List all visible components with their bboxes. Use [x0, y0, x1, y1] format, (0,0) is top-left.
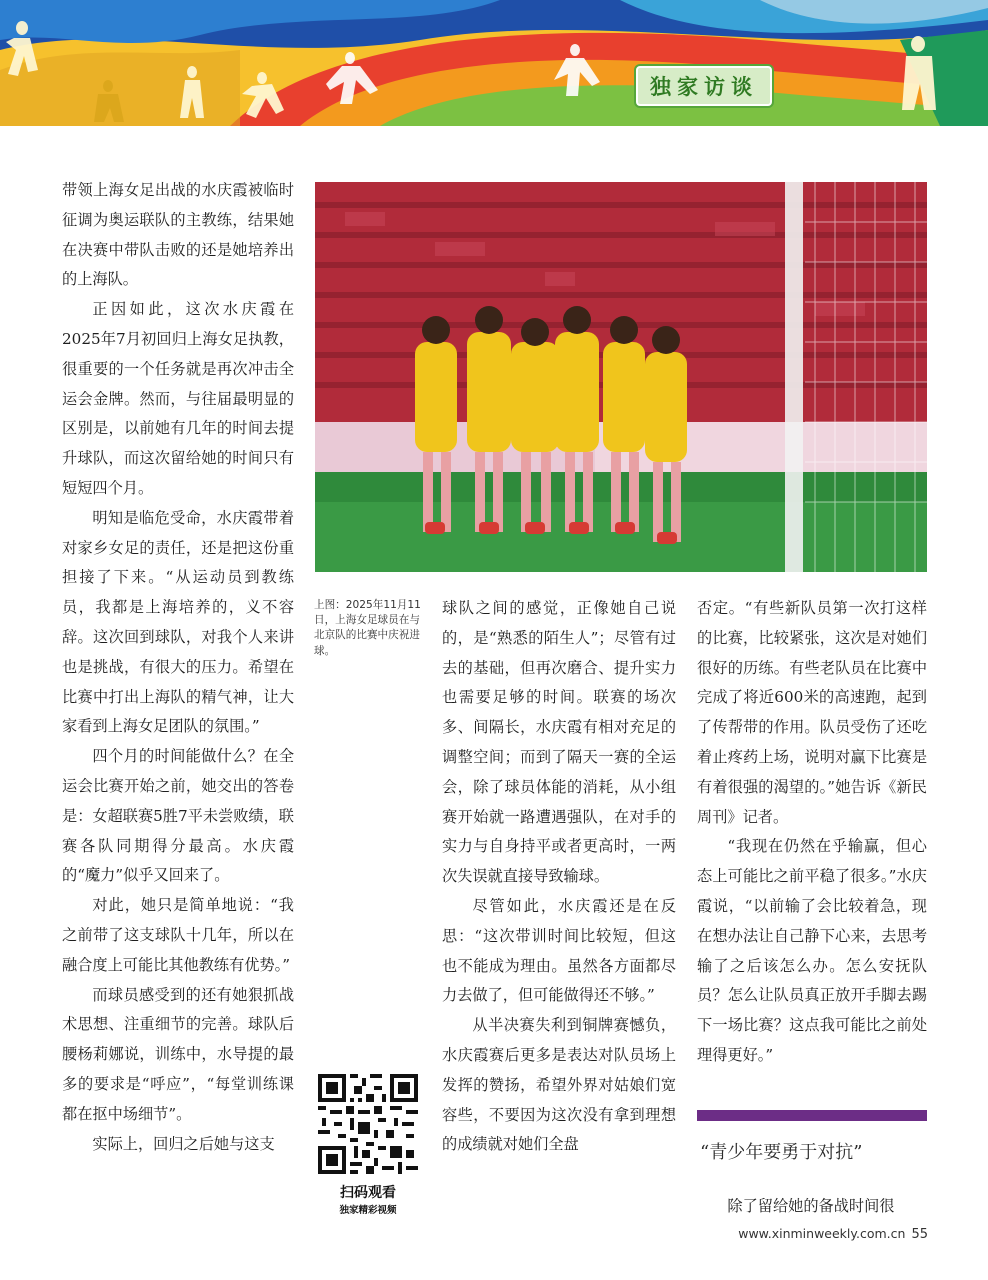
- page-number: 55: [911, 1227, 928, 1242]
- photo-image: [315, 182, 927, 572]
- paragraph: 尽管如此，水庆霞还是在反思：“这次带训时间比较短，但这也不能成为理由。虽然各方面都尽力去做了，但可能做得还不够。”: [442, 896, 676, 1005]
- paragraph: 实际上，回归之后她与这支: [92, 1134, 275, 1153]
- page-footer: [706, 1226, 928, 1242]
- paragraph: 而球员感受到的还有她狠抓战术思想、注重细节的完善。球队后腰杨莉娜说，训练中，水导提的最多的要求是“呼应”，“每堂训练课都在抠中场细节”。: [62, 985, 294, 1123]
- qr-title: 扫码观看: [340, 1185, 396, 1201]
- article-column-1: [62, 176, 294, 1159]
- paragraph: 对此，她只是简单地说：“我之前带了这支球队十几年，所以在融合度上可能比其他教练有优势。”: [62, 896, 294, 974]
- qr-code-image: [318, 1074, 418, 1174]
- section-tag-label: 独家访谈: [650, 75, 758, 99]
- celebration-photo: [315, 182, 927, 572]
- article-column-4-continued: [697, 1192, 927, 1222]
- qr-subtitle: 独家精彩视频: [339, 1205, 397, 1216]
- article-column-4: [697, 594, 927, 1071]
- paragraph: “我现在仍然在乎输赢，但心态上可能比之前平稳了很多。”水庆霞说，“以前输了会比较着急，现在想办法让自己静下心来，去思考输了之后该怎么办。怎么安抚队员？怎么让队员真正放开手脚去踢下一场比赛？这点我可能比之前处理得更好。”: [697, 837, 927, 1064]
- banner-artwork: [0, 0, 988, 126]
- qr-code[interactable]: [318, 1074, 418, 1174]
- paragraph: 球队之间的感觉，正像她自己说的，是“熟悉的陌生人”；尽管有过去的基础，但再次磨合、提升实力也需要足够的时间。联赛的场次多、间隔长，水庆霞有相对充足的调整空间；而到了隔天一赛的全运会，除了球员体能的消耗，从小组赛开始就一路遭遇强队，在对手的实力与自身持平或者更高时，一两次失误就直接导致输球。: [442, 599, 676, 886]
- paragraph: 正因如此，这次水庆霞在2025年7月初回归上海女足执教，很重要的一个任务就是再次冲击全运会金牌。然而，与往届最明显的区别是，以前她有几年的时间去提升球队，而这次留给她的时间只有短短四个月。: [62, 300, 294, 497]
- website-url[interactable]: www.xinminweekly.com.cn: [738, 1226, 906, 1241]
- photo-caption: 上图：2025年11月11日，上海女足球员在与北京队的比赛中庆祝进球。: [314, 599, 421, 657]
- section-tag: [636, 66, 772, 106]
- paragraph: 四个月的时间能做什么？在全运会比赛开始之前，她交出的答卷是：女超联赛5胜7平未尝败绩，联赛各队同期得分最高。水庆霞的“魔力”似乎又回来了。: [62, 747, 294, 885]
- paragraph: 从半决赛失利到铜牌赛憾负，水庆霞赛后更多是表达对队员场上发挥的赞扬，希望外界对姑娘们宽容些，不要因为这次没有拿到理想的成绩就对她们全盘: [442, 1016, 676, 1154]
- subheading-bar: [697, 1110, 927, 1121]
- subheading: “青少年要勇于对抗”: [700, 1142, 863, 1163]
- paragraph: 否定。“有些新队员第一次打这样的比赛，比较紧张，这次是对她们很好的历练。有些老队员在比赛中完成了将近600米的高速跑，起到了传帮带的作用。队员受伤了还吃着止疼药上场，说明对赢下比赛是有着很强的渴望的。”她告诉《新民周刊》记者。: [697, 599, 927, 826]
- article-column-3: [442, 594, 676, 1160]
- sports-banner: [0, 0, 988, 126]
- paragraph: 除了留给她的备战时间很: [727, 1197, 895, 1215]
- paragraph: 带领上海女足出战的水庆霞被临时征调为奥运联队的主教练，结果她在决赛中带队击败的还是她培养出的上海队。: [62, 181, 294, 289]
- paragraph: 明知是临危受命，水庆霞带着对家乡女足的责任，还是把这份重担接了下来。“从运动员到教练员，我都是上海培养的，义不容辞。这次回到球队，对我个人来讲也是挑战，有很大的压力。希望在比赛中打出上海队的精气神，让大家看到上海女足团队的氛围。”: [62, 508, 294, 736]
